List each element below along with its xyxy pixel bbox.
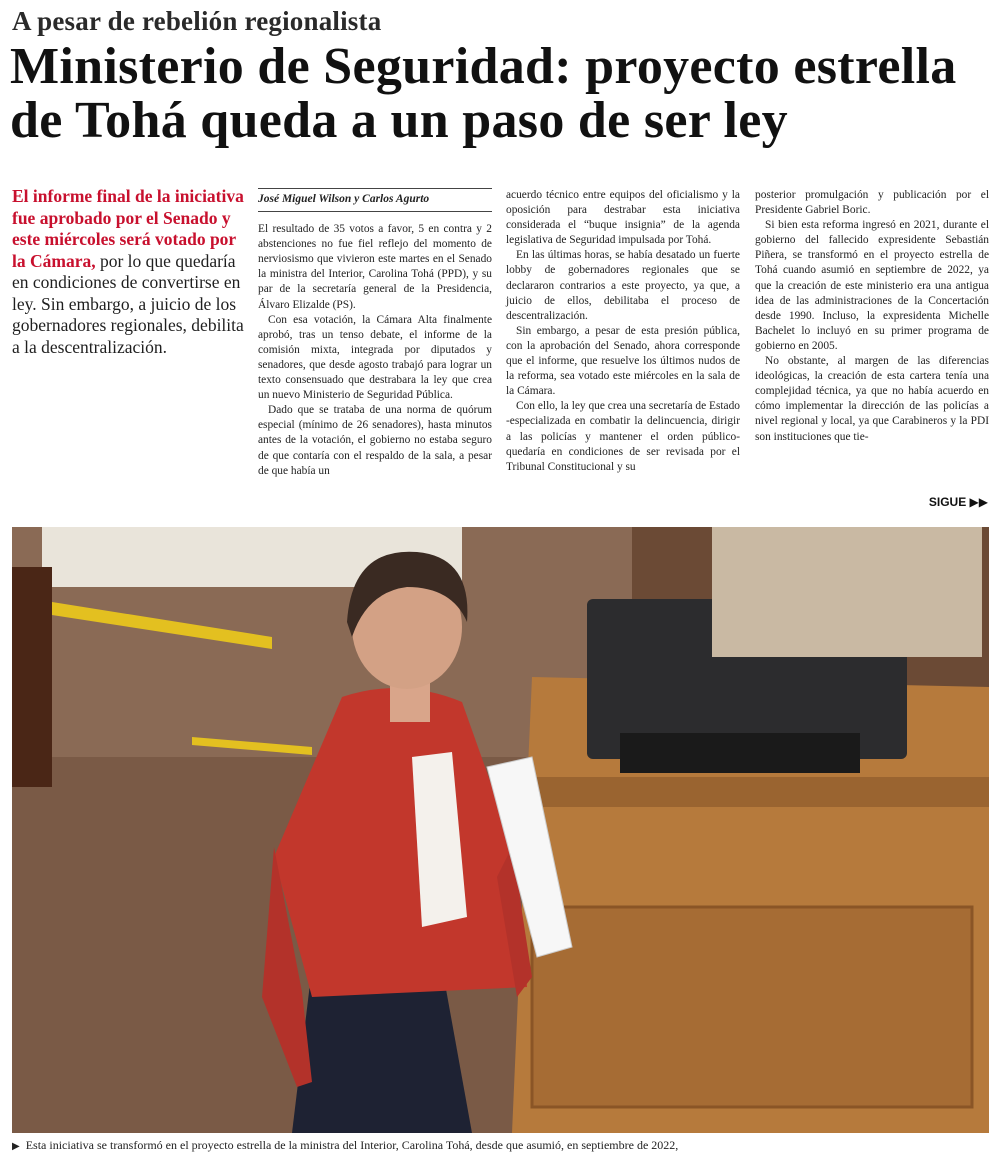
article-lead bbox=[12, 186, 248, 358]
caption-triangle-icon: ▶ bbox=[12, 1141, 20, 1152]
body-column-1 bbox=[258, 188, 492, 479]
lead-highlight: El informe final de la iniciativa fue aprobado por el Senado y este miércoles será votado por la Cámara, bbox=[12, 186, 244, 271]
body-column-3 bbox=[755, 188, 989, 445]
paragraph: posterior promulgación y publicación por el Presidente Gabriel Boric. bbox=[755, 189, 989, 217]
body-column-2 bbox=[506, 188, 740, 475]
paragraph: acuerdo técnico entre equipos del oficialismo y la oposición para destrabar esta iniciativa considerada el “buque insignia” de la agenda legislativa de Seguridad impulsada por Tohá. bbox=[506, 189, 740, 247]
paragraph: Con esa votación, la Cámara Alta finalmente aprobó, tras un tenso debate, el informe de la comisión mixta, integrada por diputados y senadores, que desde agosto trabajó para lograr un texto consensuado que destrabara la ley que crea un nuevo Ministerio de Seguridad Pública. bbox=[258, 313, 492, 402]
paragraph: En las últimas horas, se había desatado un fuerte lobby de gobernadores regionales que se declararon contrarios a este proyecto, ya que, a juicio de ellos, debilitaba el proceso de descentralización. bbox=[506, 249, 740, 322]
paragraph: El resultado de 35 votos a favor, 5 en contra y 2 abstenciones no fue fiel reflejo del momento de nerviosismo que vivieron este martes en el Senado la ministra del Interior, Carolina Tohá (PPD), y su par de la secretaría general de la Presidencia, Álvaro Elizalde (PS). bbox=[258, 223, 492, 311]
paragraph: Con ello, la ley que crea una secretaría de Estado -especializada en combatir la delincuencia, dirigir a las policías y mantener el orden público- quedaría en condiciones de ser revisada por el Tribunal Constitucional y su bbox=[506, 400, 740, 473]
article-photo bbox=[12, 527, 989, 1133]
paragraph: Si bien esta reforma ingresó en 2021, durante el gobierno del fallecido expresidente Sebastián Piñera, se transformó en el proyecto estrella de Tohá cuando asumió en septiembre de 2022, ya que la creación de este ministerio era una antigua idea de las administraciones de la Concertación desde 1990. Incluso, la expresidenta Michelle Bachelet lo incluyó en su primer programa de gobierno en 2005. bbox=[755, 219, 989, 352]
article-kicker: A pesar de rebelión regionalista bbox=[12, 6, 382, 36]
paragraph: No obstante, al margen de las diferencias ideológicas, la creación de esta cartera tenía una complejidad técnica, ya que no había acuerdo en cómo implementar la dirección de las policías a nivel regional y local, ya que Carabineros y la PDI son instituciones que tie- bbox=[755, 355, 989, 443]
byline: José Miguel Wilson y Carlos Agurto bbox=[258, 188, 492, 212]
photo-caption bbox=[12, 1138, 992, 1153]
photo-illustration bbox=[12, 527, 989, 1133]
paragraph: Dado que se trataba de una norma de quórum especial (mínimo de 26 senadores), hasta minutos antes de la votación, el gobierno no estaba seguro de que contaría con el respaldo de la sala, a pesar de que había un bbox=[258, 404, 492, 477]
paragraph: Sin embargo, a pesar de esta presión pública, con la aprobación del Senado, ahora corresponde que el informe, que resuelve los últimos nudos de la reforma, sea votado este miércoles en la sala de la Cámara. bbox=[506, 324, 740, 398]
lead-text: por lo que quedaría en condiciones de convertirse en ley. Sin embargo, a juicio de los gobernadores regionales, debilita a la descentralización. bbox=[12, 250, 244, 357]
continue-marker[interactable]: SIGUE ▶▶ bbox=[928, 495, 988, 509]
article-headline: Ministerio de Seguridad: proyecto estrella de Tohá queda a un paso de ser ley bbox=[10, 38, 957, 149]
caption-text: Esta iniciativa se transformó en el proyecto estrella de la ministra del Interior, Carolina Tohá, desde que asumió, en septiembre de 2022, bbox=[25, 1138, 679, 1152]
